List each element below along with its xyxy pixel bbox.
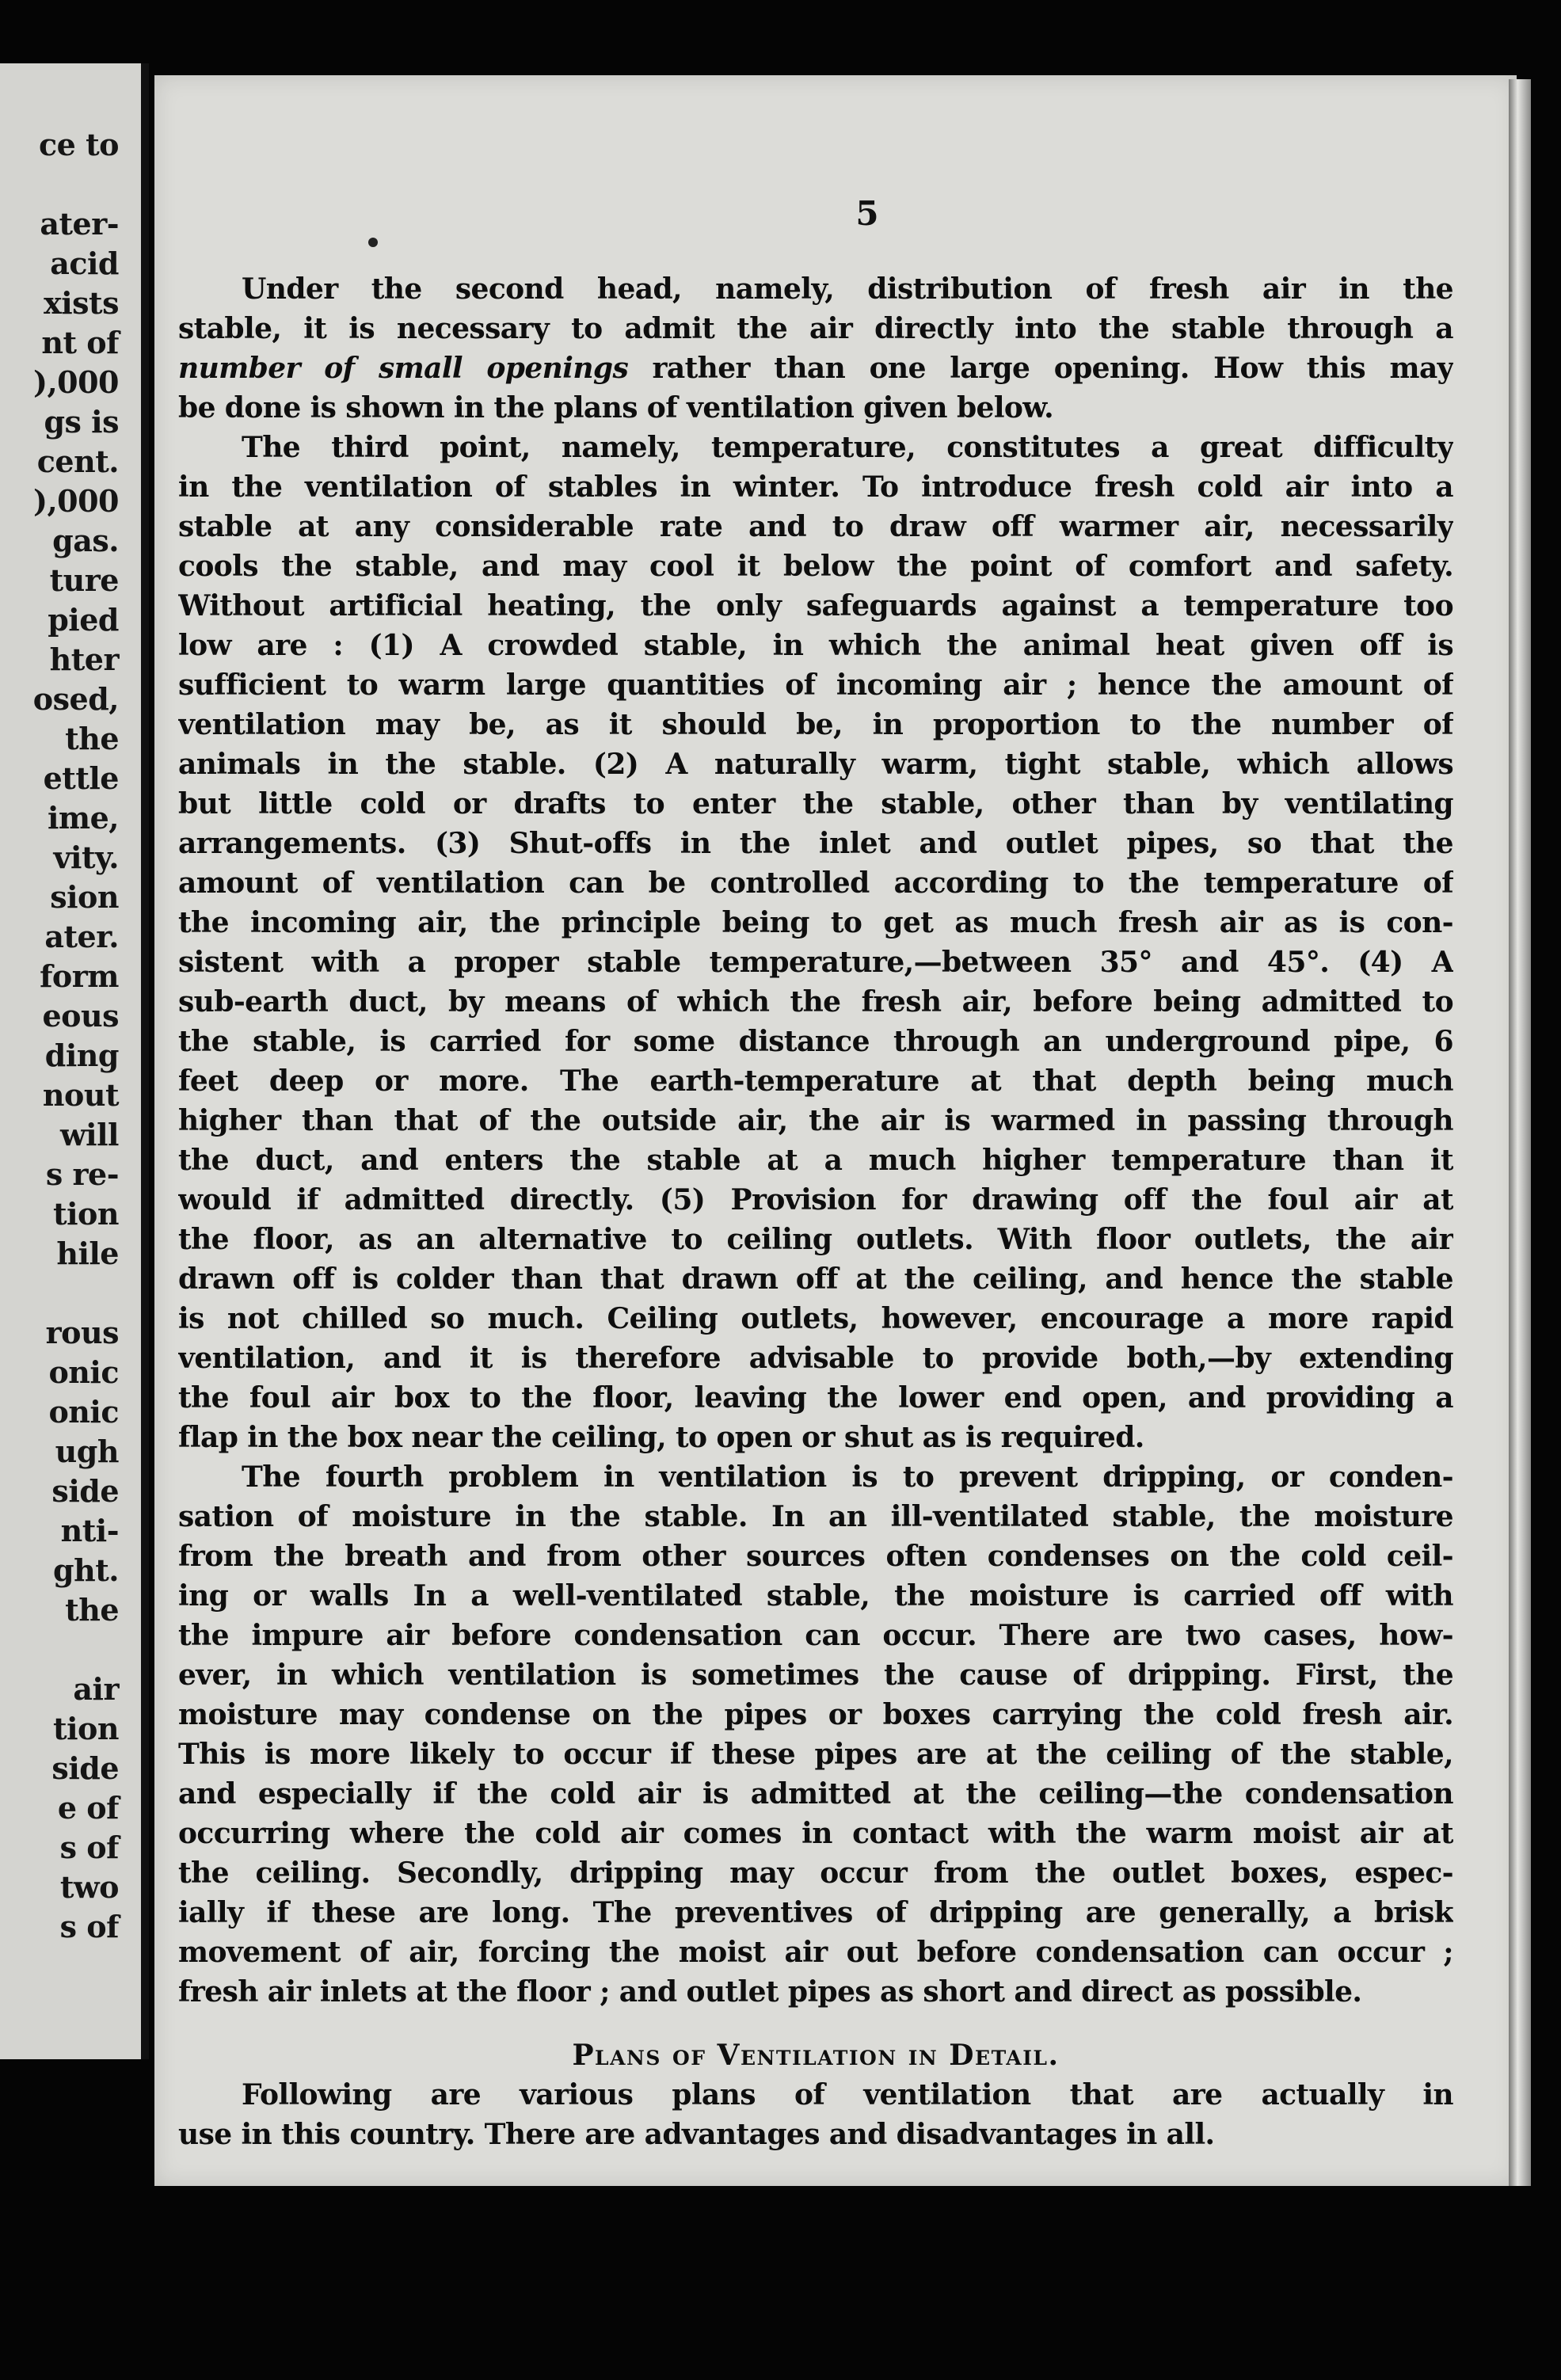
facing-page-fragment-line: ater.: [44, 919, 119, 954]
text-line: the floor, as an alternative to ceiling outlets. With floor outlets, the air: [178, 1223, 1453, 1256]
facing-page-fragment-line: nout: [42, 1077, 119, 1113]
emphasized-phrase: number of small openings: [178, 352, 629, 385]
paragraph-dripping-condensation: [178, 1457, 1453, 2012]
page-edge: [1509, 79, 1531, 2186]
facing-page-fragment-line: eous: [42, 998, 119, 1034]
facing-page-fragment-line: gs is: [44, 404, 119, 440]
text-line: use in this country. There are advantages and disadvantages in all.: [178, 2118, 1215, 2151]
book-page: [154, 75, 1517, 2186]
facing-page-fragment-line: ght.: [53, 1552, 119, 1588]
text-line: fresh air inlets at the floor ; and outlet pipes as short and direct as possible.: [178, 1975, 1362, 2009]
facing-page-fragment-line: s re-: [45, 1156, 119, 1192]
text-line: and especially if the cold air is admitted at the ceiling—the condensation: [178, 1777, 1453, 1811]
text-line: the incoming air, the principle being to get as much fresh air as is con-: [178, 906, 1453, 939]
text-line: cools the stable, and may cool it below the point of comfort and safety.: [178, 550, 1453, 583]
facing-page-fragment: [0, 63, 149, 2059]
facing-page-fragment-line: form: [40, 958, 119, 994]
text-line: Without artificial heating, the only safeguards against a temperature too: [178, 589, 1453, 623]
text-line: movement of air, forcing the moist air out before condensation can occur ;: [178, 1936, 1453, 1969]
text-line: feet deep or more. The earth-temperature at that depth being much: [178, 1064, 1453, 1098]
facing-page-fragment-line: will: [59, 1117, 119, 1152]
text-line: Under the second head, namely, distribution of fresh air in the: [242, 272, 1453, 306]
ink-speck: [368, 238, 378, 247]
text-line: be done is shown in the plans of ventilation given below.: [178, 391, 1054, 425]
text-line: stable at any considerable rate and to draw off warmer air, necessarily: [178, 510, 1453, 543]
text-line: stable, it is necessary to admit the air directly into the stable through a: [178, 312, 1453, 345]
facing-page-fragment-line: two: [59, 1869, 119, 1905]
facing-page-fragment-line: ding: [44, 1038, 119, 1073]
text-line: in the ventilation of stables in winter. To introduce fresh cold air into a: [178, 470, 1453, 504]
text-line: low are : (1) A crowded stable, in which the animal heat given off is: [178, 629, 1453, 662]
facing-page-fragment-line: sion: [50, 879, 119, 915]
text-line: the ceiling. Secondly, dripping may occur from the outlet boxes, espec-: [178, 1856, 1453, 1890]
text-line: amount of ventilation can be controlled according to the temperature of: [178, 866, 1453, 900]
text-line: from the breath and from other sources often condenses on the cold ceil-: [178, 1540, 1453, 1573]
text-line: is not chilled so much. Ceiling outlets, however, encourage a more rapid: [178, 1302, 1453, 1335]
facing-page-fragment-line: ater-: [40, 206, 119, 242]
facing-page-fragment-line: hile: [56, 1236, 119, 1271]
text-line: the duct, and enters the stable at a much higher temperature than it: [178, 1144, 1453, 1177]
facing-page-fragment-line: e of: [57, 1790, 119, 1826]
text-line: sistent with a proper stable temperature,—between 35° and 45°. (4) A: [178, 946, 1453, 979]
text-line: The fourth problem in ventilation is to prevent dripping, or conden-: [242, 1460, 1453, 1494]
facing-page-fragment-line: side: [51, 1750, 119, 1786]
paragraph-plans-intro: [178, 2075, 1453, 2154]
text-line: arrangements. (3) Shut-offs in the inlet and outlet pipes, so that the: [178, 827, 1453, 860]
text-line: ventilation may be, as it should be, in proportion to the number of: [178, 708, 1453, 741]
facing-page-fragment-line: nt of: [41, 325, 119, 360]
text-line: Following are various plans of ventilation that are actually in: [242, 2078, 1453, 2112]
text-line: ing or walls In a well-ventilated stable, the moisture is carried off with: [178, 1579, 1453, 1613]
facing-page-fragment-line: onic: [48, 1354, 119, 1390]
text-line: flap in the box near the ceiling, to open or shut as is required.: [178, 1421, 1144, 1454]
facing-page-fragment-line: vity.: [53, 840, 119, 875]
text-line: ially if these are long. The preventives of dripping are generally, a brisk: [178, 1896, 1453, 1929]
facing-page-fragment-line: ettle: [43, 760, 119, 796]
facing-page-fragment-line: tion: [53, 1711, 119, 1746]
text-line: ever, in which ventilation is sometimes the cause of dripping. First, the: [178, 1658, 1453, 1692]
facing-page-fragment-line: ),000: [32, 483, 119, 519]
text-line: would if admitted directly. (5) Provision for drawing off the foul air at: [178, 1183, 1453, 1217]
page-body: [178, 269, 1453, 2154]
text-line: ventilation, and it is therefore advisable to provide both,—by extending: [178, 1342, 1453, 1375]
facing-page-fragment-line: the: [65, 721, 119, 756]
text-line: occurring where the cold air comes in contact with the warm moist air at: [178, 1817, 1453, 1850]
text-line: drawn off is colder than that drawn off at the ceiling, and hence the stable: [178, 1262, 1453, 1296]
text-line: This is more likely to occur if these pipes are at the ceiling of the stable,: [178, 1738, 1453, 1771]
facing-page-fragment-line: acid: [50, 246, 119, 281]
facing-page-fragment-line: pied: [48, 602, 119, 638]
text-line: sation of moisture in the stable. In an ill-ventilated stable, the moisture: [178, 1500, 1453, 1533]
text-line: but little cold or drafts to enter the stable, other than by ventilating: [178, 787, 1453, 821]
text-line: The third point, namely, temperature, constitutes a great difficulty: [242, 431, 1453, 464]
facing-page-fragment-line: s of: [59, 1830, 119, 1865]
text-line: sufficient to warm large quantities of incoming air ; hence the amount of: [178, 668, 1453, 702]
text-line: number of small openings rather than one large opening. How this may: [178, 352, 1453, 385]
facing-page-fragment-line: the: [65, 1592, 119, 1628]
facing-page-fragment-line: xists: [44, 285, 119, 321]
facing-page-fragment-line: onic: [48, 1394, 119, 1430]
facing-page-fragment-line: nti-: [60, 1513, 119, 1548]
facing-page-fragment-line: air: [73, 1671, 119, 1707]
text-line: animals in the stable. (2) A naturally warm, tight stable, which allows: [178, 748, 1453, 781]
facing-page-fragment-line: ),000: [32, 364, 119, 400]
text-line: sub-earth duct, by means of which the fresh air, before being admitted to: [178, 985, 1453, 1019]
facing-page-fragment-line: ture: [49, 562, 119, 598]
text-line: moisture may condense on the pipes or boxes carrying the cold fresh air.: [178, 1698, 1453, 1731]
facing-page-fragment-line: s of: [59, 1909, 119, 1944]
paragraph-temperature: [178, 428, 1453, 1457]
facing-page-fragment-line: ime,: [47, 800, 119, 836]
facing-page-fragment-line: hter: [49, 642, 119, 677]
page-number: 5: [855, 194, 879, 233]
text-line: the foul air box to the floor, leaving the lower end open, and providing a: [178, 1381, 1453, 1415]
facing-page-fragment-line: tion: [53, 1196, 119, 1232]
text-line: higher than that of the outside air, the air is warmed in passing through: [178, 1104, 1453, 1137]
facing-page-fragment-line: side: [51, 1473, 119, 1509]
facing-page-fragment-line: gas.: [52, 523, 119, 558]
text-line: the impure air before condensation can occur. There are two cases, how-: [178, 1619, 1453, 1652]
text-line: the stable, is carried for some distance through an underground pipe, 6: [178, 1025, 1453, 1058]
facing-page-fragment-line: ugh: [55, 1434, 119, 1469]
facing-page-fragment-line: ce to: [39, 127, 119, 162]
section-heading: Plans of Ventilation in Detail.: [572, 2039, 1060, 2072]
paragraph-distribution-of-fresh-air: [178, 269, 1453, 428]
facing-page-fragment-line: rous: [45, 1315, 119, 1350]
facing-page-fragment-line: osed,: [32, 681, 119, 717]
facing-page-fragment-line: cent.: [36, 444, 119, 479]
